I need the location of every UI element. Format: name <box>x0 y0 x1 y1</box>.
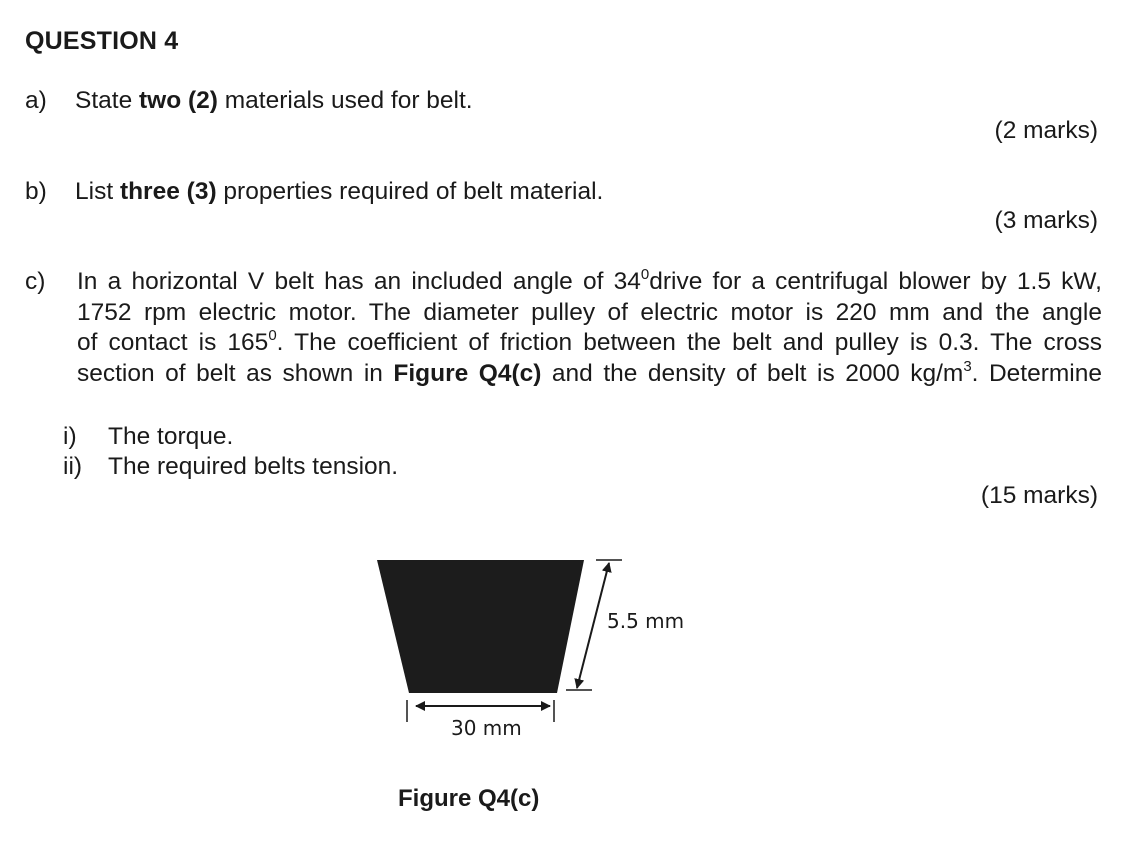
part-c-line-1-a: In a horizontal V belt has an included angle of 34 <box>77 268 641 295</box>
part-a-text-before: State <box>75 87 140 114</box>
degree-superscript: 0 <box>640 266 650 283</box>
part-c-line-4-a: section of belt as shown in <box>77 359 394 387</box>
degree-superscript: 0 <box>268 327 277 344</box>
figure-caption: Figure Q4(c) <box>398 785 540 812</box>
sub-item-ii-label: ii) <box>63 453 83 480</box>
part-c-line-3-a: of contact is 165 <box>77 329 269 356</box>
part-a-text-after: materials used for belt. <box>217 87 473 114</box>
part-c-line-4-b: and the density of belt is 2000 kg/m <box>541 359 964 387</box>
figure-reference: Figure Q4(c) <box>393 359 542 387</box>
height-dimension-arrow <box>577 563 609 688</box>
part-b-text-before: List <box>75 178 120 205</box>
part-a-bold: two (2) <box>139 87 218 114</box>
part-b-marks: (3 marks) <box>994 207 1098 234</box>
part-c-marks: (15 marks) <box>980 482 1098 509</box>
part-a-label: a) <box>25 87 47 114</box>
sub-item-i-text: The torque. <box>108 423 234 450</box>
part-a-marks: (2 marks) <box>994 117 1098 144</box>
cubed-superscript: 3 <box>963 357 972 375</box>
part-c-line-1-b: drive for a centrifugal blower by 1.5 kW, <box>649 268 1102 295</box>
height-dimension-label: 5.5 mm <box>607 609 685 633</box>
part-c-line-3-b: . The coefficient of friction between the belt and pulley is 0.3. The cross <box>276 329 1102 356</box>
part-b-bold: three (3) <box>119 178 217 205</box>
part-c-line-4-c: . Determine <box>971 359 1102 387</box>
width-dimension-label: 30 mm <box>451 716 522 740</box>
sub-item-ii-text: The required belts tension. <box>108 453 399 480</box>
part-c-line-2: 1752 rpm electric motor. The diameter pulley of electric motor is 220 mm and the angle <box>77 298 1102 326</box>
part-b-text-after: properties required of belt material. <box>216 178 604 205</box>
question-heading: QUESTION 4 <box>25 27 179 55</box>
part-c-label: c) <box>25 268 46 295</box>
sub-item-i-label: i) <box>63 423 77 450</box>
part-b-label: b) <box>25 178 47 205</box>
belt-trapezoid <box>377 560 584 693</box>
